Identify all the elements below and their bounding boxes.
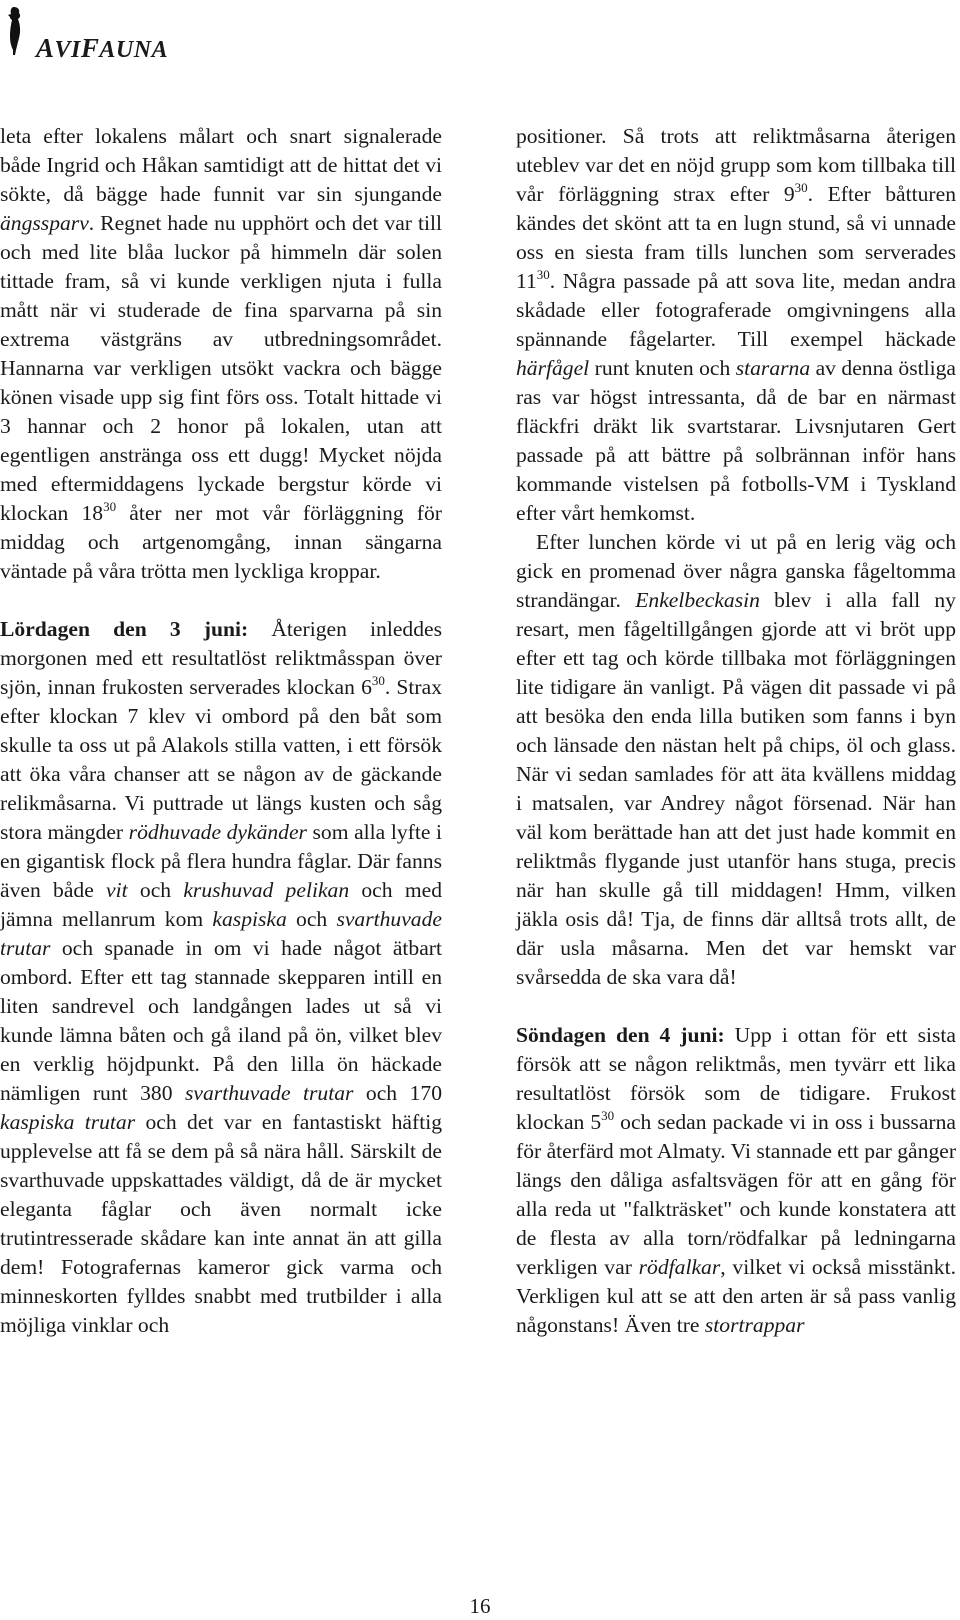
bird-silhouette-icon bbox=[2, 6, 26, 56]
text-run: av denna östliga ras var högst intressanta, då de bar en närmast fläckfri dräkt lik svartstarar. Livsnjutaren Gert passade på att bättre på solbrännan inför hans kommande vistelsen på fotbolls-VM i Tyskland efter vårt hemkomst. bbox=[516, 356, 957, 525]
species-name: stararna bbox=[735, 356, 811, 380]
right-paragraph-2 bbox=[516, 528, 956, 992]
species-name: rödhuvade dykänder bbox=[128, 820, 307, 844]
species-name: kaspiska bbox=[212, 907, 287, 931]
text-run: runt knuten och bbox=[589, 356, 736, 380]
species-name: härfågel bbox=[516, 356, 590, 380]
left-paragraph-1 bbox=[0, 122, 442, 586]
text-run: och sedan packade vi in oss i bussarna för återfärd mot Almaty. Vi stannade ett par gånger längs den dåliga asfaltsvägen för att en gång för alla reda ut "falkträsket" och kunde konstatera att de flesta av alla torn/rödfalkar på ledningarna verkligen var bbox=[516, 1110, 957, 1279]
species-name: rödfalkar bbox=[638, 1255, 721, 1279]
species-name: svarthuvade trutar bbox=[0, 907, 442, 960]
text-run: som alla lyfte i en gigantisk flock på flera hundra fåglar. Där fanns även både bbox=[0, 820, 442, 902]
species-name: kaspiska trutar bbox=[0, 1110, 136, 1134]
text-run: och med jämna mellanrum kom bbox=[0, 878, 442, 931]
text-run: Efter lunchen körde vi ut på en lerig väg och gick en promenad över några ganska fågeltomma strandängar. bbox=[516, 530, 956, 612]
right-column bbox=[516, 122, 956, 1340]
text-run: , vilket vi också misstänkt. Verkligen kul att se att den arten är så pass vanlig någonstans! Även tre bbox=[516, 1255, 957, 1337]
species-name: stortrappar bbox=[704, 1313, 805, 1337]
text-run: och bbox=[127, 878, 184, 902]
text-run: åter ner mot vår förläggning för middag och artgenomgång, innan sängarna väntade på våra trötta men lyckliga kroppar. bbox=[0, 501, 442, 583]
species-name: Enkelbeckasin bbox=[635, 588, 760, 612]
time-superscript: 30 bbox=[794, 179, 808, 195]
section-heading: Lördagen den 3 juni: bbox=[0, 617, 249, 641]
species-name: krushuvad pelikan bbox=[183, 878, 350, 902]
text-run: och spanade in om vi hade något ätbart ombord. Efter ett tag stannade skepparen intill en liten sandrevel och landgången lades ut så vi kunde lämna båten och gå iland på ön, vilket blev en verklig höjdpunkt. På den lilla ön häckade nämligen runt 380 bbox=[0, 936, 442, 1105]
page-header bbox=[0, 0, 960, 70]
section-heading: Söndagen den 4 juni: bbox=[516, 1023, 725, 1047]
text-run: . Strax efter klockan 7 klev vi ombord på den båt som skulle ta oss ut på Alakols stilla vatten, i ett försök att öka våra chanser att se någon av de gäckande relikmåsarna. Vi puttrade ut längs kusten och såg stora mängder bbox=[0, 675, 442, 844]
time-superscript: 30 bbox=[103, 498, 117, 514]
species-name: vit bbox=[106, 878, 128, 902]
text-run: leta efter lokalens målart och snart signalerade både Ingrid och Håkan samtidigt att de hittat det vi sökte, då bägge hade funnit var sin sjungande bbox=[0, 124, 442, 206]
text-run: positioner. Så trots att reliktmåsarna återigen uteblev var det en nöjd grupp som kom tillbaka till vår förläggning strax efter 9 bbox=[516, 124, 956, 206]
time-superscript: 30 bbox=[371, 672, 385, 688]
text-run: . Efter båtturen kändes det skönt att ta en lugn stund, så vi unnade oss en siesta fram tills lunchen som serverades 11 bbox=[516, 182, 956, 293]
text-run: och 170 bbox=[353, 1081, 442, 1105]
time-superscript: 30 bbox=[601, 1107, 615, 1123]
right-paragraph-1 bbox=[516, 122, 956, 528]
text-run: och bbox=[286, 907, 337, 931]
text-run: . Regnet hade nu upphört och det var till och med lite blåa luckor på himmeln där solen tittade fram, så vi kunde verkligen njuta i fulla mått när vi studerade de fina sparvarna på sin extrema västgräns av utbredningsområdet. Hannarna var verkligen utsökt vackra och bägge könen visade upp sig fint förs oss. Totalt hittade vi 3 hannar och 2 honor på lokalen, utan att egentligen anstränga oss ett dugg! Mycket nöjda med eftermiddagens lyckade bergstur körde vi klockan 18 bbox=[0, 211, 442, 525]
left-paragraph-2 bbox=[0, 615, 442, 1340]
right-paragraph-3 bbox=[516, 1021, 956, 1340]
time-superscript: 30 bbox=[536, 266, 550, 282]
left-column bbox=[0, 122, 442, 1340]
species-name: ängssparv bbox=[0, 211, 89, 235]
page-number: 16 bbox=[469, 1594, 491, 1618]
text-run: Upp i ottan för ett sista försök att se någon reliktmås, men tyvärr ett lika resultatlöst försök som de tidigare. Frukost klockan 5 bbox=[516, 1023, 956, 1134]
species-name: svarthuvade trutar bbox=[185, 1081, 354, 1105]
magazine-title: AVIFAUNA bbox=[36, 33, 169, 63]
text-run: och det var en fantastiskt häftig upplevelse att få se dem på så nära håll. Särskilt de svarthuvade uppskattades väldigt, då de är mycket eleganta fåglar och även normalt icke trutintresserade skådare kan inte annat än att gilla dem! Fotografernas kameror gick varma och minneskorten fylldes snabbt med trutbilder i alla möjliga vinklar och bbox=[0, 1110, 442, 1337]
text-run: . Några passade på att sova lite, medan andra skådade eller fotograferade omgivningens alla spännande fågelarter. Till exempel häckade bbox=[516, 269, 956, 351]
text-run: blev i alla fall ny resart, men fågeltillgången gjorde att vi bröt upp efter ett tag och körde tillbaka mot förläggningen lite tidigare än vanligt. På vägen dit passade vi på att besöka den enda lilla butiken som fanns i byn och länsade den nästan helt på chips, öl och glass. När vi sedan samlades för att äta kvällens middag i matsalen, var Andrey något försenad. När han väl kom berättade han att det just hade kommit en reliktmås flygande just utanför hans stuga, precis när han skulle gå till middagen! Hmm, vilken jäkla osis då! Tja, de finns där alltså trots allt, de där usla måsarna. Men det var hemskt var svårsedda de ska vara då! bbox=[516, 588, 956, 989]
text-run: Återigen inleddes morgonen med ett resultatlöst reliktmåsspan över sjön, innan frukosten serverades klockan 6 bbox=[0, 617, 442, 699]
